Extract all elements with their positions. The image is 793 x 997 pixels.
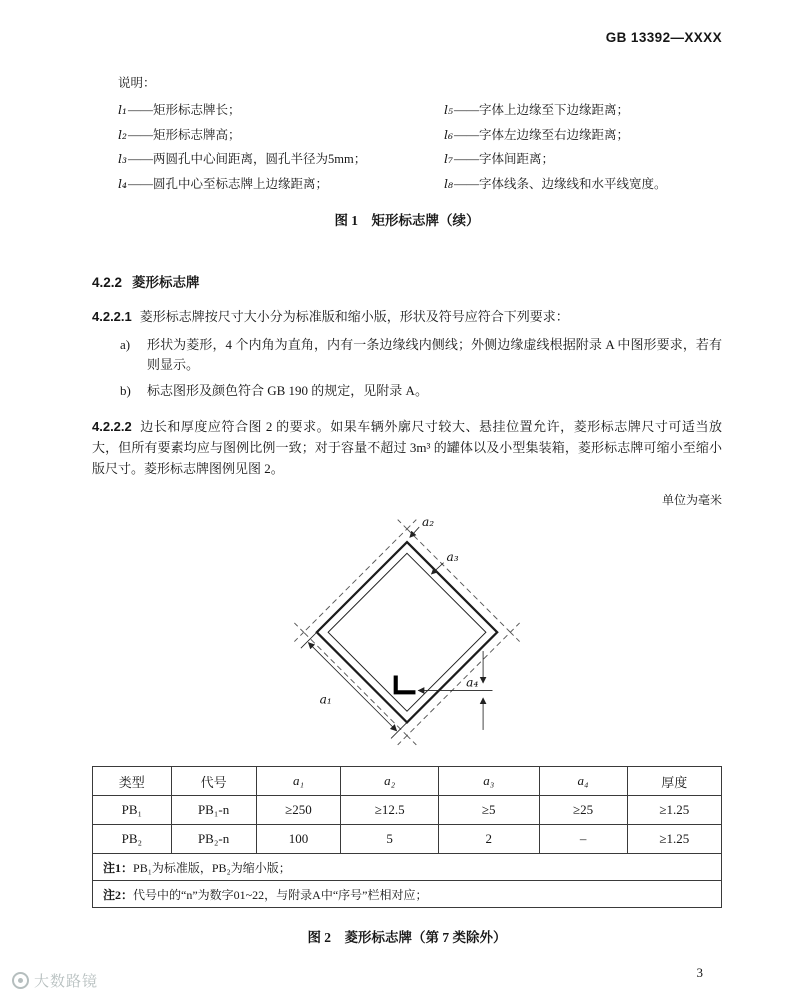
- list-item-b: [92, 381, 722, 401]
- clause-text: 边长和厚度应符合图 2 的要求。如果车辆外廓尺寸较大、悬挂位置允许，菱形标志牌尺寸可适当放大，但所有要素均应与图例比例一致；对于容量不超过 3m³ 的罐体以及小型集装箱，菱形标志牌可缩小至缩小版尺寸。菱形标志牌图例见图 2。: [92, 419, 722, 476]
- inner-line-corner-mark: [396, 675, 416, 692]
- clause-4-2-2-2: [92, 416, 722, 479]
- figure2-caption: 图 2 菱形标志牌（第 7 类除外）: [307, 930, 507, 945]
- cell-code: PB₁-n: [171, 796, 256, 825]
- a4-label: a₄: [466, 675, 479, 690]
- watermark-logo-icon: [12, 972, 29, 989]
- legend-term: l₂: [118, 126, 128, 142]
- section-heading-number: 4.2.2: [92, 275, 123, 290]
- a2-label: a₂: [422, 515, 435, 530]
- cell-thickness: ≥1.25: [627, 825, 721, 854]
- cell-type: PB₁: [93, 796, 172, 825]
- col-header-thickness: 厚度: [627, 767, 721, 796]
- clause-4-2-2-1: [92, 306, 722, 327]
- list-marker: b): [120, 383, 131, 398]
- table-note-row: [93, 881, 722, 908]
- legend-left-column: [118, 98, 440, 196]
- list-text: 标志图形及颜色符合 GB 190 的规定，见附录 A。: [147, 383, 428, 398]
- outer-dashed-diamond: [304, 529, 511, 736]
- watermark-text: 大数路镜: [34, 973, 99, 990]
- unit-label: 单位为毫米: [661, 493, 722, 507]
- legend-desc: ——矩形标志牌长；: [128, 103, 241, 117]
- a1-label: a₁: [319, 692, 332, 707]
- legend-item: [444, 147, 667, 172]
- legend-desc: ——两圆孔中心间距离，圆孔半径为5mm；: [128, 152, 367, 166]
- legend-desc: ——字体左边缘至右边缘距离；: [454, 127, 630, 142]
- col-header-a4: a₄: [539, 767, 627, 796]
- requirement-list: [92, 335, 722, 401]
- page-number: 3: [696, 965, 703, 980]
- note-text: PB₁为标准版，PB₂为缩小版；: [133, 860, 291, 875]
- legend-term: l₁: [118, 102, 128, 117]
- table-note: [93, 881, 722, 908]
- col-header-a1: a₁: [256, 767, 341, 796]
- cell-a4: ≥25: [539, 796, 627, 825]
- list-item-a: [92, 335, 722, 375]
- legend-term: l₄: [118, 175, 128, 191]
- legend-term: l₈: [444, 175, 454, 191]
- a1-dimension: [301, 632, 407, 738]
- legend-desc: ——矩形标志牌高；: [128, 127, 241, 142]
- sign-border-diamond: [317, 542, 497, 722]
- table-row: [93, 825, 722, 854]
- cell-a2: 5: [341, 825, 438, 854]
- legend-term: l₃: [118, 151, 128, 166]
- legend-item: [118, 123, 440, 148]
- cell-a2: ≥12.5: [341, 796, 438, 825]
- table-header-row: [93, 767, 722, 796]
- cell-thickness: ≥1.25: [627, 796, 721, 825]
- section-heading: [92, 271, 722, 291]
- legend-term: l₆: [444, 126, 454, 142]
- legend-right-column: [444, 98, 667, 196]
- list-marker: a): [120, 337, 131, 352]
- table-row: [93, 796, 722, 825]
- col-header-code: 代号: [171, 767, 256, 796]
- section-heading-title: 菱形标志牌: [132, 275, 200, 290]
- legend-desc: ——字体间距离；: [454, 152, 555, 166]
- table-note: [93, 854, 722, 881]
- list-text: 形状为菱形，4 个内角为直角，内有一条边缘线内侧线；外侧边缘虚线根据附录 A 中图形要求，若有则显示。: [147, 337, 722, 372]
- cell-code: PB₂-n: [171, 825, 256, 854]
- legend: [118, 73, 722, 196]
- legend-desc: ——圆孔中心至标志牌上边缘距离；: [128, 176, 329, 191]
- legend-item: [118, 98, 440, 123]
- legend-item: [118, 172, 440, 197]
- cell-a3: 2: [438, 825, 539, 854]
- legend-desc: ——字体上边缘至下边缘距离；: [454, 103, 630, 117]
- legend-item: [118, 147, 440, 172]
- standard-number: GB 13392—XXXX: [605, 30, 722, 45]
- col-header-a3: a₃: [438, 767, 539, 796]
- legend-term: l₅: [444, 102, 454, 117]
- watermark: [12, 970, 98, 991]
- clause-text: 菱形标志牌按尺寸大小分为标准版和缩小版，形状及符号应符合下列要求：: [139, 309, 569, 324]
- inner-edge-line-diamond: [328, 553, 486, 711]
- cell-type: PB₂: [93, 825, 172, 854]
- cell-a3: ≥5: [438, 796, 539, 825]
- legend-desc: ——字体线条、边缘线和水平线宽度。: [454, 176, 667, 191]
- legend-title: 说明：: [118, 76, 156, 90]
- dimension-table: [92, 766, 722, 908]
- figure1-caption: 图 1 矩形标志牌（续）: [334, 213, 480, 228]
- col-header-a2: a₂: [341, 767, 438, 796]
- clause-number: 4.2.2.2: [92, 419, 132, 434]
- legend-term: l₇: [444, 151, 454, 166]
- cell-a1: 100: [256, 825, 341, 854]
- note-text: 代号中的“n”为数字01~22，与附录A中“序号”栏相对应；: [133, 887, 428, 902]
- legend-item: [444, 172, 667, 197]
- cell-a1: ≥250: [256, 796, 341, 825]
- col-header-type: 类型: [93, 767, 172, 796]
- cell-a4: –: [539, 825, 627, 854]
- legend-item: [444, 123, 667, 148]
- figure2-diamond-diagram: [252, 510, 562, 762]
- clause-number: 4.2.2.1: [92, 309, 132, 324]
- table-note-row: [93, 854, 722, 881]
- vertex-extension-lines: [292, 518, 521, 747]
- a3-label: a₃: [446, 549, 459, 564]
- legend-item: [444, 98, 667, 123]
- note-label: 注2：: [103, 887, 134, 902]
- note-label: 注1：: [103, 860, 134, 875]
